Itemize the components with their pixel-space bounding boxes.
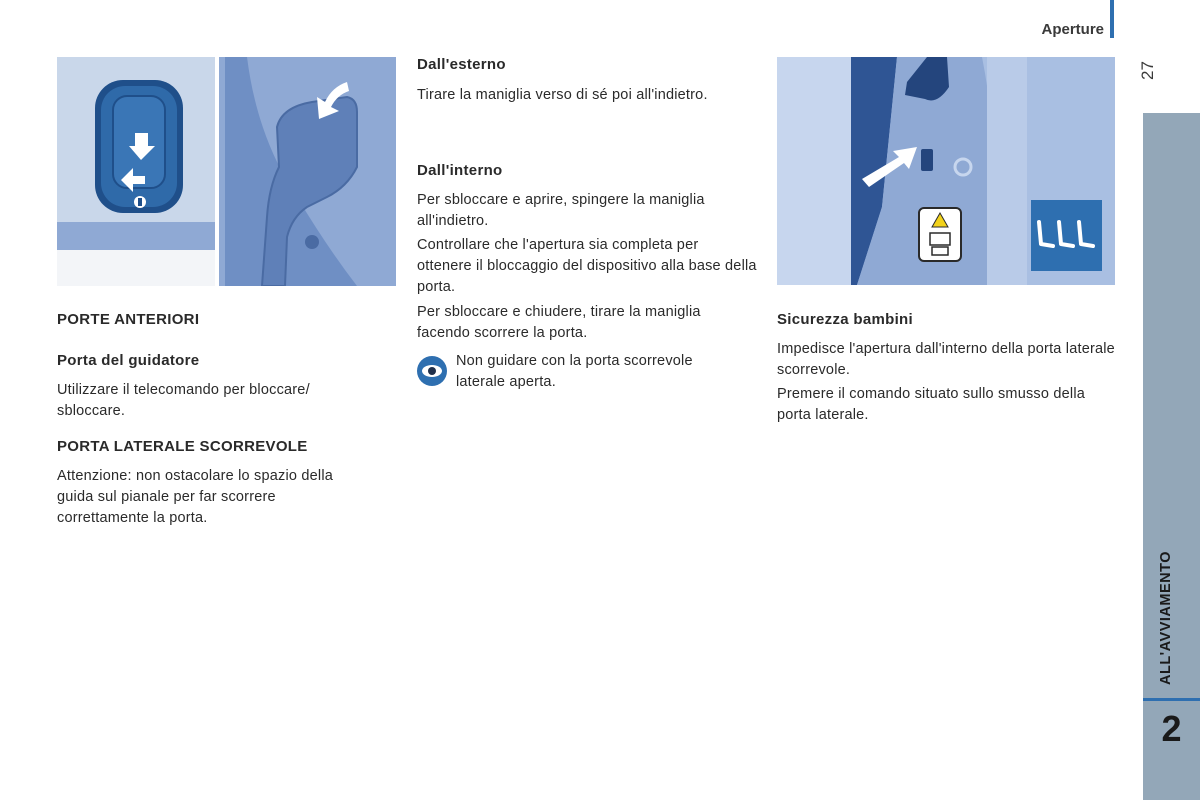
door-handle-icon [93, 78, 185, 215]
warning-text: Non guidare con la porta scorrevole laterale aperta. [456, 353, 693, 390]
front-doors-heading: PORTE ANTERIORI [57, 311, 200, 328]
sliding-door-heading: PORTA LATERALE SCORREVOLE [57, 438, 308, 455]
child-safety-paragraph-1: Impedisce l'apertura dall'interno della porta laterale scorrevole. [777, 341, 1115, 378]
page-number: 27 [1138, 61, 1157, 80]
outside-text: Tirare la maniglia verso di sé poi all'indietro. [417, 87, 708, 103]
chapter-divider [1143, 698, 1200, 701]
inside-paragraph-1: Per sbloccare e aprire, spingere la maniglia all'indietro. [417, 192, 705, 229]
chapter-label: ALL'AVVIAMENTO [1158, 551, 1174, 685]
child-safety-paragraph-2: Premere il comando situato sullo smusso della porta laterale. [777, 386, 1085, 423]
inside-paragraph-3: Per sbloccare e chiudere, tirare la maniglia facendo scorrere la porta. [417, 304, 701, 341]
inside-title: Dall'interno [417, 162, 503, 179]
section-title: Aperture [1041, 21, 1104, 38]
header-accent-bar [1110, 0, 1114, 38]
rear-seats-icon [1031, 200, 1102, 271]
outside-title: Dall'esterno [417, 56, 506, 73]
child-safety-title: Sicurezza bambini [777, 311, 913, 328]
driver-door-text: Utilizzare il telecomando per bloccare/ sbloccare. [57, 382, 310, 419]
chapter-number: 2 [1161, 708, 1182, 749]
eye-icon [417, 356, 447, 386]
chapter-tab [1143, 113, 1200, 800]
child-lock-symbol-icon [918, 207, 962, 262]
driver-door-title: Porta del guidatore [57, 352, 200, 369]
sliding-door-text: Attenzione: non ostacolare lo spazio della guida sul pianale per far scorrere correttamente la porta. [57, 468, 334, 526]
inside-paragraph-2: Controllare che l'apertura sia completa per ottenere il bloccaggio del dispositivo alla base della porta. [417, 237, 757, 295]
